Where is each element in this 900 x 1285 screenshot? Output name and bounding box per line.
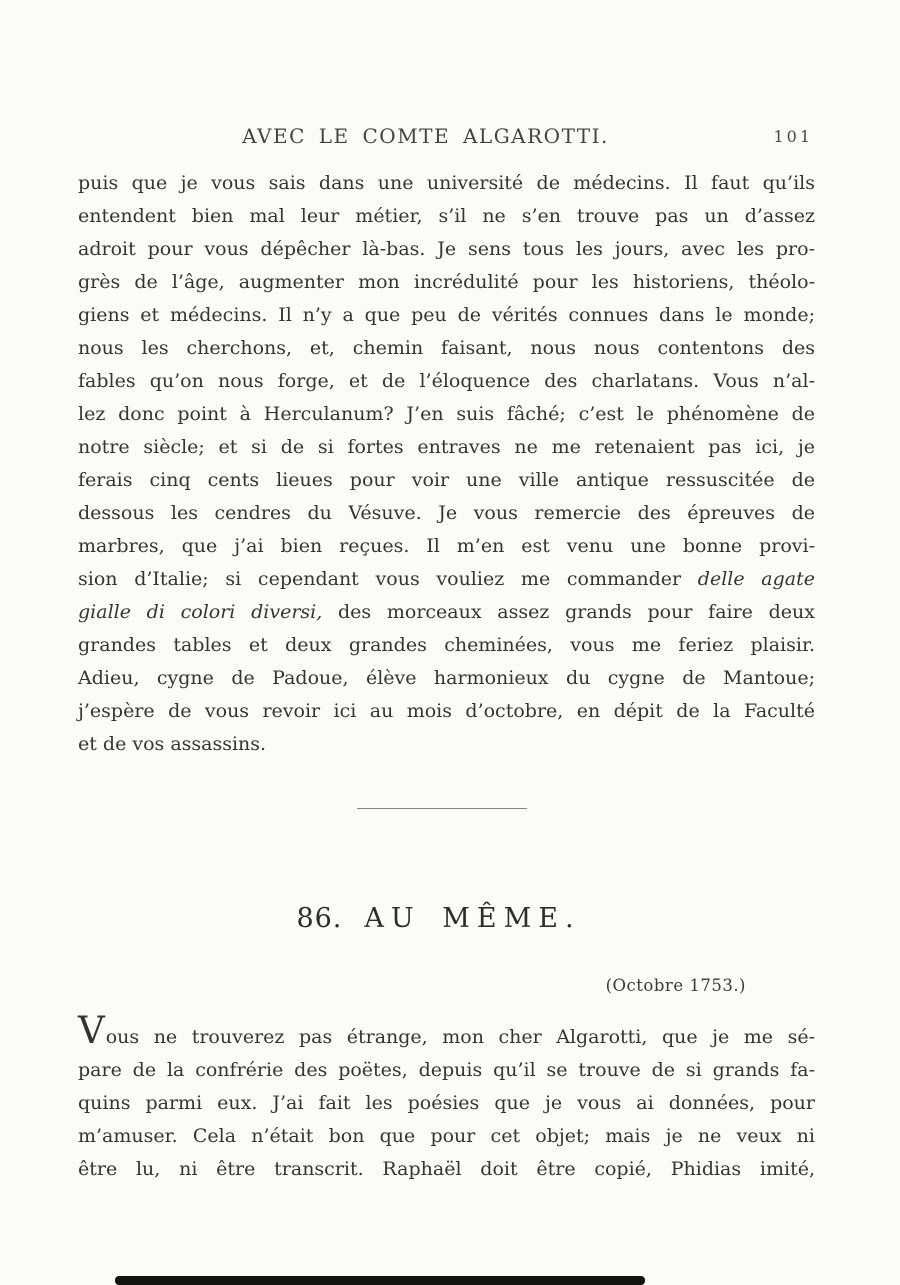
text-line [78,662,815,695]
text-segment: pare de la confrérie des poëtes, depuis qu’il se trouve de si grands fa- [78,1059,815,1081]
text-line [78,233,815,266]
text-line [78,1087,815,1120]
text-line [78,695,815,728]
text-segment: Adieu, cygne de Padoue, élève harmonieux du cygne de Mantoue; [78,667,815,689]
text-line [78,398,815,431]
text-segment: ferais cinq cents lieues pour voir une ville antique ressuscitée de [78,469,815,491]
scan-artifact-bar [115,1276,645,1285]
text-line [78,200,815,233]
letter-86-body [78,1009,815,1186]
letter-number: 86. [296,903,343,934]
initial-capital: V [78,1009,106,1052]
text-line [78,299,815,332]
letter-86-heading [70,903,807,934]
text-line [78,728,815,761]
text-line [78,1120,815,1153]
italic-phrase: gialle di colori diversi, [78,601,323,623]
italic-phrase: delle agate [697,568,815,590]
text-line [78,629,815,662]
text-line [78,1153,815,1186]
text-segment: des morceaux assez grands pour faire deux [322,601,815,623]
text-segment: nous les cherchons, et, chemin faisant, nous nous contentons des [78,337,815,359]
text-segment: et de vos assassins. [78,733,267,755]
section-divider [357,808,527,809]
page-number: 101 [773,127,813,146]
text-segment: notre siècle; et si de si fortes entraves ne me retenaient pas ici, je [78,436,815,458]
text-line [78,167,815,200]
text-line [78,530,815,563]
text-line [78,563,815,596]
text-line [78,464,815,497]
text-segment: dessous les cendres du Vésuve. Je vous remercie des épreuves de [78,502,815,524]
text-line [78,1009,815,1054]
letter-date: (Octobre 1753.) [605,976,746,995]
text-segment: sion d’Italie; si cependant vous vouliez me commander [78,568,698,590]
text-line [78,596,815,629]
text-segment: fables qu’on nous forge, et de l’éloquence des charlatans. Vous n’al- [78,370,815,392]
text-segment: grandes tables et deux grandes cheminées, vous me feriez plaisir. [78,634,815,656]
text-line [78,1054,815,1087]
text-segment: quins parmi eux. J’ai fait les poésies que je vous ai données, pour [78,1092,815,1114]
text-line [78,266,815,299]
text-segment: marbres, que j’ai bien reçues. Il m’en est venu une bonne provi- [78,535,815,557]
text-segment: m’amuser. Cela n’était bon que pour cet objet; mais je ne veux ni [78,1125,815,1147]
letter-title: AU MÊME. [364,903,581,934]
text-line [78,332,815,365]
text-line [78,431,815,464]
text-segment: lez donc point à Herculanum? J’en suis fâché; c’est le phénomène de [78,403,815,425]
text-segment: giens et médecins. Il n’y a que peu de vérités connues dans le monde; [78,304,815,326]
text-line [78,497,815,530]
text-segment: adroit pour vous dépêcher là-bas. Je sens tous les jours, avec les pro- [78,238,815,260]
text-segment: entendent bien mal leur métier, s’il ne s’en trouve pas un d’assez [78,205,815,227]
text-segment: être lu, ni être transcrit. Raphaël doit être copié, Phidias imité, [78,1158,815,1180]
text-segment: puis que je vous sais dans une université de médecins. Il faut qu’ils [78,172,815,194]
text-segment: ous ne trouverez pas étrange, mon cher Algarotti, que je me sé- [105,1026,815,1048]
running-title: AVEC LE COMTE ALGAROTTI. [242,124,609,148]
letter-85-body [78,167,815,761]
text-segment: j’espère de vous revoir ici au mois d’octobre, en dépit de la Faculté [78,700,815,722]
text-line [78,365,815,398]
text-segment: grès de l’âge, augmenter mon incrédulité pour les historiens, théolo- [78,271,815,293]
page-header [78,124,815,154]
